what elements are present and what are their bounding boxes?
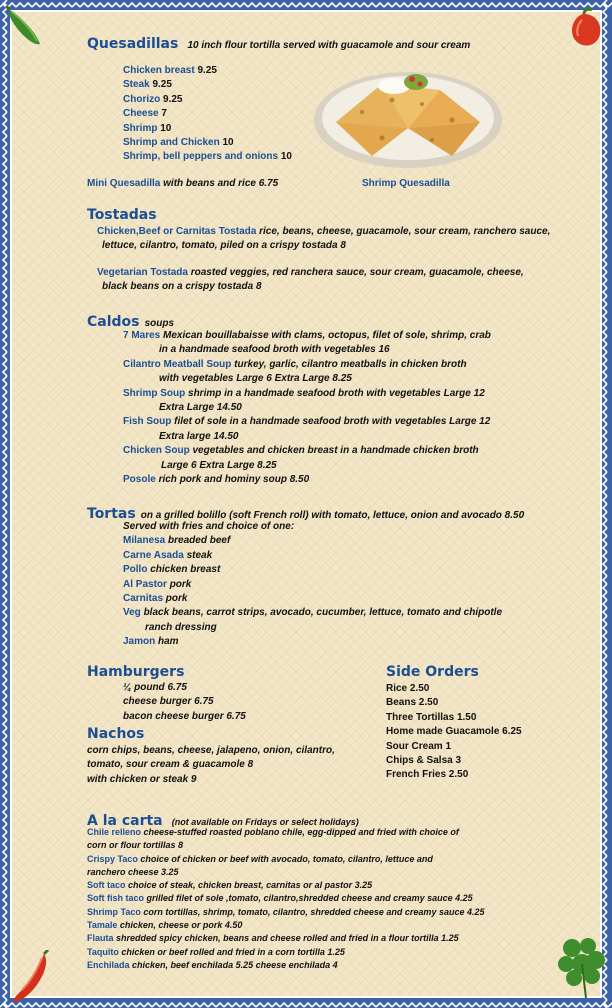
section-title: Quesadillas xyxy=(87,36,179,52)
shrimp-quesadilla-photo xyxy=(312,64,504,170)
caldos-header: Caldos soups xyxy=(87,314,175,330)
section-subtitle: 10 inch flour tortilla served with guacamole and sour cream xyxy=(187,40,471,51)
list-item: French Fries 2.50 xyxy=(386,769,469,781)
list-item: Tamale chicken, cheese or pork 4.50 xyxy=(87,920,243,931)
list-item: Chile relleno cheese-stuffed roasted poblano chile, egg-dipped and fried with choice of xyxy=(87,827,459,837)
list-item: bacon cheese burger 6.75 xyxy=(123,710,246,722)
list-item: Home made Guacamole 6.25 xyxy=(386,726,522,738)
photo-caption: Shrimp Quesadilla xyxy=(362,178,450,189)
list-item: Enchilada chicken, beef enchilada 5.25 cheese enchilada 4 xyxy=(87,959,338,970)
list-item: Crispy Taco choice of chicken or beef with avocado, tomato, cilantro, lettuce and xyxy=(87,853,433,864)
list-item: ¼ pound 6.75 xyxy=(123,682,187,693)
a-la-carta-header: A la carta (not available on Fridays or select holidays) xyxy=(87,813,359,829)
caldos-list: 7 Mares Mexican bouillabaisse with clams, octopus, filet of sole, shrimp, crab in a handmade seafood broth with vegetables 16 Cilantro Meatball Soup turkey, garlic, cilantro meatballs in chicken broth with vegetables Large 6 Extra Large 8.25 Shrimp Soup shrimp in a handmade seafood broth with vegetables Large 12 Extra Large 14.50 Fish Soup filet of sole in a handmade seafood broth with vegetables Large 12 Extra large 14.50 Chicken Soup vegetables and chicken breast in a handmade chicken broth Large 6 Extra Large 8.25 Posole rich pork and hominy soup 8.50 xyxy=(123,329,491,487)
list-item: Steak 9.25 xyxy=(123,79,172,91)
list-item: Fish Soup filet of sole in a handmade seafood broth with vegetables Large 12 xyxy=(123,416,491,428)
list-item: Three Tortillas 1.50 xyxy=(386,711,477,723)
list-item: Milanesa breaded beef xyxy=(123,535,231,547)
list-item: Beans 2.50 xyxy=(386,697,439,709)
list-item: Soft taco choice of steak, chicken breast, carnitas or al pastor 3.25 xyxy=(87,880,373,891)
list-item: Sour Cream 1 xyxy=(386,740,452,752)
red-chili-icon xyxy=(6,950,52,1006)
list-item: Rice 2.50 xyxy=(386,683,430,694)
list-item: Soft fish taco grilled filet of sole ,tomato, cilantro,shredded cheese and creamy sauce 4.25 xyxy=(87,893,473,904)
side-orders-title: Side Orders xyxy=(386,664,479,680)
tortas-header: Tortas on a grilled bolillo (soft French roll) with tomato, lettuce, onion and avocado 8.50 xyxy=(87,506,525,522)
list-item: Shrimp, bell peppers and onions 10 xyxy=(123,151,292,163)
quesadillas-list xyxy=(123,64,292,165)
list-item: Cheese 7 xyxy=(123,108,167,120)
list-item: Flauta shredded spicy chicken, beans and cheese rolled and fried in a flour tortilla 1.25 xyxy=(87,933,459,944)
list-item: Shrimp and Chicken 10 xyxy=(123,137,234,149)
hamburgers-title: Hamburgers xyxy=(87,664,185,680)
list-item: Shrimp Soup shrimp in a handmade seafood broth with vegetables Large 12 xyxy=(123,387,485,399)
tortas-list: Served with fries and choice of one: Milanesa breaded beef Carne Asada steak Pollo chicken breast Al Pastor pork Carnitas pork Veg black beans, carrot strips, avocado, cucumber, lettuce, tomato and chipotle ranch dressing Jamon ham xyxy=(123,520,502,650)
list-item: Cilantro Meatball Soup turkey, garlic, cilantro meatballs in chicken broth xyxy=(123,358,467,370)
list-item: Pollo chicken breast xyxy=(123,564,221,576)
hamburgers-list xyxy=(123,681,246,724)
mini-quesadilla: Mini Quesadilla with beans and rice 6.75 xyxy=(87,178,279,189)
list-item: Shrimp 10 xyxy=(123,122,172,134)
red-pepper-icon xyxy=(564,6,606,50)
tostadas-title: Tostadas xyxy=(87,207,157,223)
list-item: Posole rich pork and hominy soup 8.50 xyxy=(123,474,310,486)
a-la-carta-list: Chile relleno cheese-stuffed roasted poblano chile, egg-dipped and fried with choice of corn or flour tortillas 8 Crispy Taco choice of chicken or beef with avocado, tomato, cilantro, lettuce and ranchero cheese 3.25 Soft taco choice of steak, chicken breast, carnitas or al pastor 3.25 Soft fish taco grilled filet of sole ,tomato, cilantro,shredded cheese and creamy sauce 4.25 Shrimp Taco corn tortillas, shrimp, tomato, cilantro, shredded cheese and creamy sauce 4.25 Tamale chicken, cheese or pork 4.50 Flauta shredded spicy chicken, beans and cheese rolled and fried in a flour tortilla 1.25 Taquito chicken or beef rolled and fried in a corn tortilla 1.25 Enchilada chicken, beef enchilada 5.25 cheese enchilada 4 xyxy=(87,826,484,972)
list-item: Carne Asada steak xyxy=(123,549,213,561)
list-item: Chicken Soup vegetables and chicken breast in a handmade chicken broth xyxy=(123,445,479,457)
quesadillas-header xyxy=(87,33,470,53)
tortas-served-note: Served with fries and choice of one: xyxy=(123,521,295,532)
list-item: Carnitas pork xyxy=(123,593,188,605)
list-item: Chicken breast 9.25 xyxy=(123,65,217,76)
list-item: Chips & Salsa 3 xyxy=(386,755,462,767)
nachos-title: Nachos xyxy=(87,726,145,742)
list-item: Al Pastor pork xyxy=(123,578,192,590)
side-orders-list xyxy=(386,682,522,783)
list-item: Shrimp Taco corn tortillas, shrimp, tomato, cilantro, shredded cheese and creamy sauce 4.25 xyxy=(87,906,485,917)
list-item: Chorizo 9.25 xyxy=(123,93,183,105)
green-pepper-icon xyxy=(4,4,46,50)
list-item: Taquito chicken or beef rolled and fried in a corn tortilla 1.25 xyxy=(87,946,345,957)
list-item: Jamon ham xyxy=(123,636,179,648)
list-item: cheese burger 6.75 xyxy=(123,696,214,708)
tostada-item-1: Chicken,Beef or Carnitas Tostada rice, beans, cheese, guacamole, sour cream, ranchero sauce, lettuce, cilantro, tomato, piled on a crispy tostada 8 xyxy=(97,226,551,252)
list-item: 7 Mares Mexican bouillabaisse with clams, octopus, filet of sole, shrimp, crab xyxy=(123,330,491,341)
list-item: Veg black beans, carrot strips, avocado, cucumber, lettuce, tomato and chipotle xyxy=(123,607,503,619)
cilantro-icon xyxy=(552,934,610,1000)
nachos-desc: corn chips, beans, cheese, jalapeno, onion, cilantro, tomato, sour cream & guacamole 8 with chicken or steak 9 xyxy=(87,745,335,785)
tostada-item-2: Vegetarian Tostada roasted veggies, red ranchera sauce, sour cream, guacamole, cheese, black beans on a crispy tostada 8 xyxy=(97,267,524,293)
